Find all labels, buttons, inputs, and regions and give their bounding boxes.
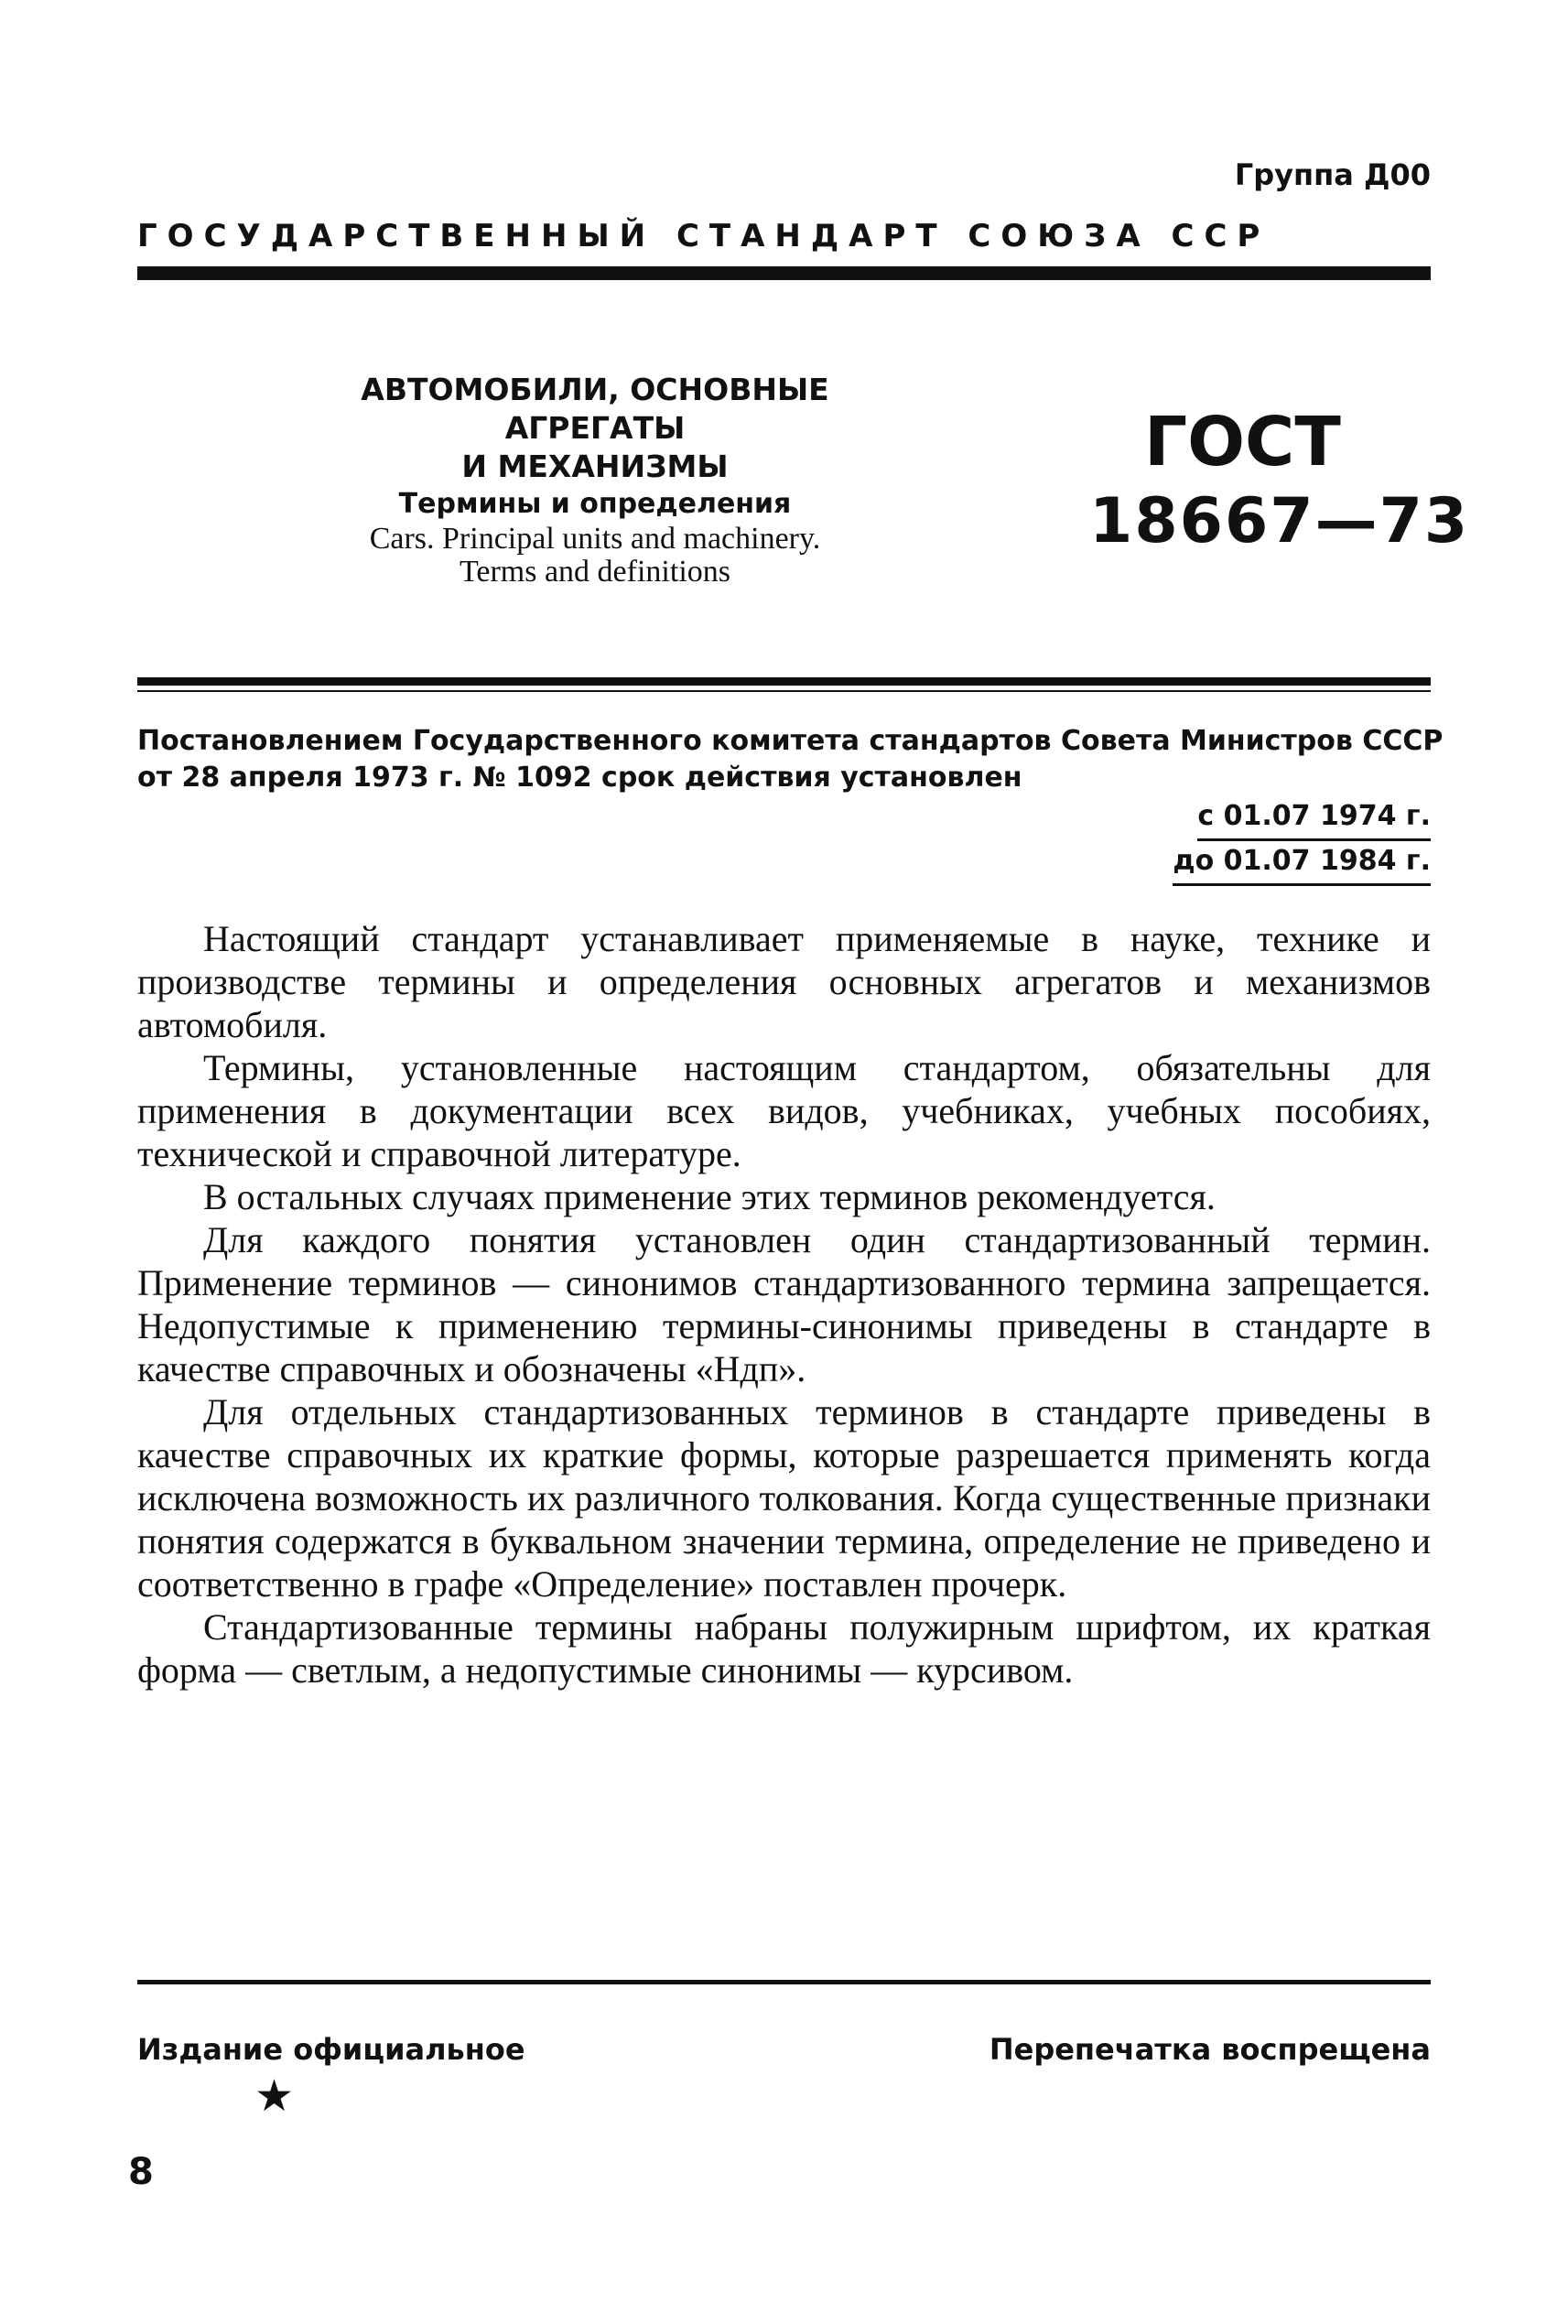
date-from: с 01.07 1974 г. <box>1197 796 1431 841</box>
date-to: до 01.07 1984 г. <box>1173 841 1431 886</box>
standard-banner: ГОСУДАРСТВЕННЫЙ СТАНДАРТ СОЮЗА ССР <box>137 218 1271 254</box>
paragraph-3: В остальных случаях применение этих терминов рекомендуется. <box>203 1176 1216 1217</box>
official-edition-label: Издание официальное <box>137 2032 525 2067</box>
title-block <box>275 371 915 589</box>
decree-text <box>137 723 1444 796</box>
middle-rule-thin <box>137 690 1431 692</box>
paragraph-2: Термины, установленные настоящим стандартом, обязательны для применения в документации всех видов, учебниках, учебных пособиях, технической и справочной литературе. <box>137 1047 1431 1174</box>
reprint-prohibited-label: Перепечатка воспрещена <box>989 2032 1431 2067</box>
paragraph-1: Настоящий стандарт устанавливает применяемые в науке, технике и производстве термины и определения основных агрегатов и механизмов автомобиля. <box>137 918 1431 1045</box>
group-code: Группа Д00 <box>1234 157 1431 192</box>
top-rule <box>137 266 1431 280</box>
title-english-2: Terms and definitions <box>459 555 730 589</box>
middle-rule-thick <box>137 677 1431 686</box>
paragraph-4: Для каждого понятия установлен один стандартизованный термин. Применение терминов — синонимов стандартизованного термина запрещается. Недопустимые к применению термины-синонимы приведены в стандарте в качестве справочных и обозначены «Ндп». <box>137 1219 1431 1389</box>
footer-rule <box>137 1980 1431 1984</box>
title-line-1: АВТОМОБИЛИ, ОСНОВНЫЕ АГРЕГАТЫ <box>361 372 829 446</box>
body-text <box>137 917 1431 1692</box>
title-english-1: Cars. Principal units and machinery. <box>369 522 821 556</box>
paragraph-6: Стандартизованные термины набраны полужирным шрифтом, их краткая форма — светлым, а недопустимые синонимы — курсивом. <box>137 1606 1431 1691</box>
title-line-2: И МЕХАНИЗМЫ <box>461 449 729 484</box>
decree-line-2: от 28 апреля 1973 г. № 1092 срок действия установлен <box>137 762 1022 794</box>
paragraph-5: Для отдельных стандартизованных терминов в стандарте приведены в качестве справочных их краткие формы, которые разрешается применять когда исключена возможность их различного толкования. Когда существенные признаки понятия содержатся в буквальном значении термина, определение не приведено и соответственно в графе «Определение» поставлен прочерк. <box>137 1391 1431 1605</box>
gost-number: 18667—73 <box>1089 485 1470 557</box>
validity-dates <box>1173 796 1431 886</box>
decree-line-1: Постановлением Государственного комитета стандартов Совета Министров СССР <box>137 725 1444 757</box>
star-icon: ★ <box>254 2070 295 2122</box>
gost-label: ГОСТ <box>1144 403 1341 481</box>
page-number: 8 <box>128 2151 154 2193</box>
title-subtitle: Термины и определения <box>398 488 792 520</box>
